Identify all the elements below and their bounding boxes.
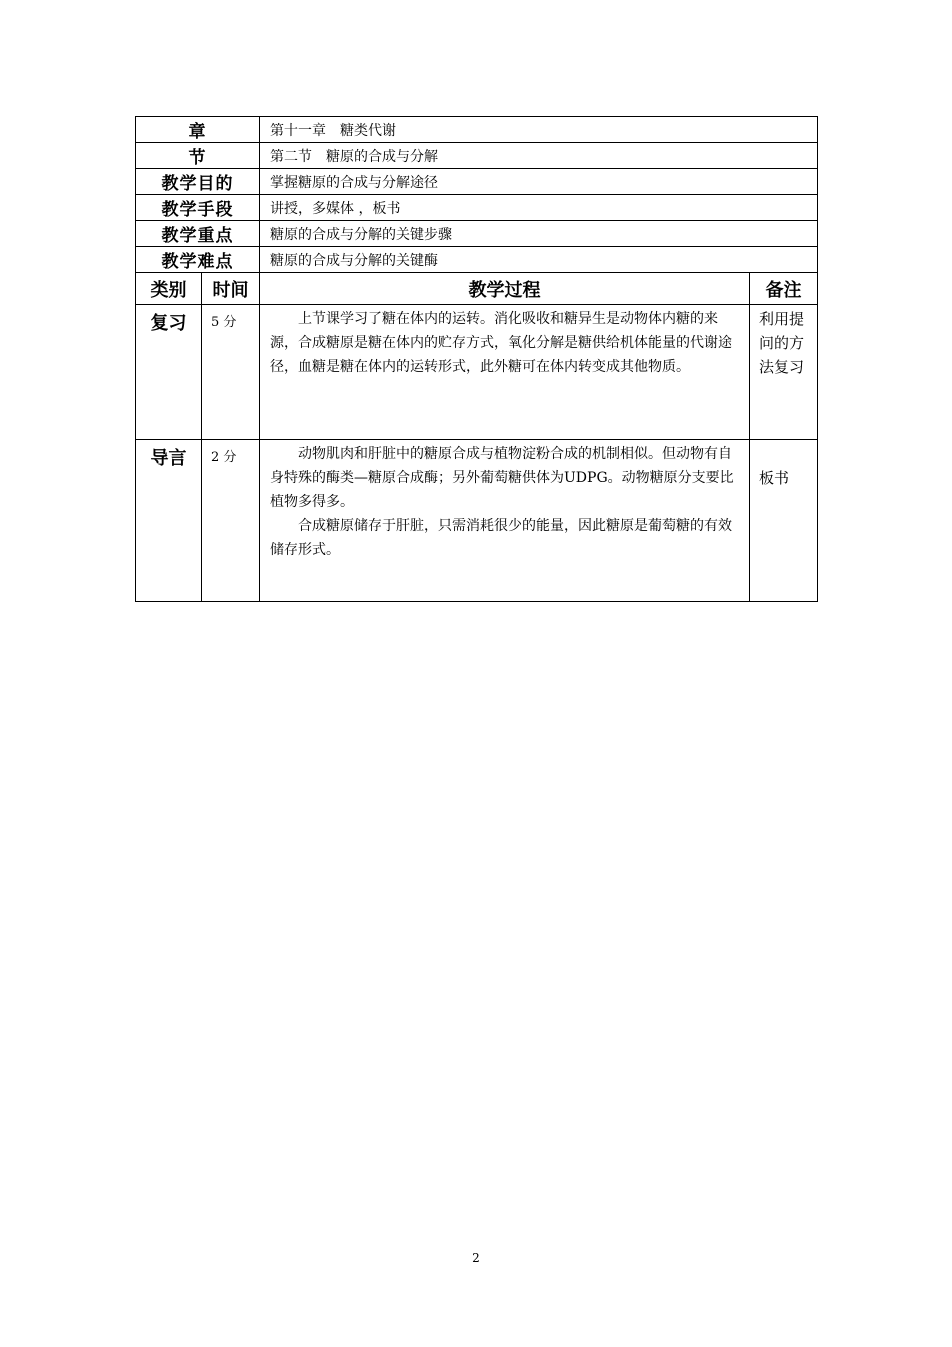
row-methods [136,195,818,221]
note-cell: 利用提问的方法复习 [750,305,818,440]
methods-value: 讲授，多媒体 ，板书 [260,195,818,221]
methods-label: 教学手段 [136,195,260,221]
column-header-row [136,273,818,305]
column-header-category: 类别 [136,273,202,305]
note-text: 板书 [759,469,790,487]
category-cell: 导言 [136,440,202,602]
key-points-label: 教学重点 [136,221,260,247]
time-cell: 2 分 [202,440,260,602]
category-cell: 复习 [136,305,202,440]
process-paragraph: 上节课学习了糖在体内的运转。消化吸收和糖异生是动物体内糖的来源，合成糖原是糖在体内的贮存方式，氧化分解是糖供给机体能量的代谢途径，血糖是糖在体内的运转形式，此外糖可在体内转变成其他物质。 [270,311,732,375]
difficulties-label: 教学难点 [136,247,260,273]
table-row [136,305,818,440]
table-row [136,440,818,602]
row-chapter [136,117,818,143]
section-label: 节 [136,143,260,169]
row-objective [136,169,818,195]
lesson-plan-table [135,116,818,602]
lesson-plan [135,116,817,602]
chapter-label: 章 [136,117,260,143]
page-number: 2 [472,1251,480,1265]
row-section [136,143,818,169]
time-cell: 5 分 [202,305,260,440]
chapter-value: 第十一章 糖类代谢 [260,117,818,143]
row-difficulties [136,247,818,273]
process-paragraph: 动物肌肉和肝脏中的糖原合成与植物淀粉合成的机制相似。但动物有自身特殊的酶类—糖原合成酶；另外葡萄糖供体为UDPG。动物糖原分支要比植物多得多。 [270,446,734,510]
column-header-process: 教学过程 [260,273,750,305]
objective-value: 掌握糖原的合成与分解途径 [260,169,818,195]
process-cell [260,305,750,440]
section-value: 第二节 糖原的合成与分解 [260,143,818,169]
objective-label: 教学目的 [136,169,260,195]
column-header-note: 备注 [750,273,818,305]
column-header-time: 时间 [202,273,260,305]
note-cell [750,440,818,602]
row-key-points [136,221,818,247]
process-paragraph: 合成糖原储存于肝脏，只需消耗很少的能量，因此糖原是葡萄糖的有效储存形式。 [270,518,732,558]
key-points-value: 糖原的合成与分解的关键步骤 [260,221,818,247]
process-cell [260,440,750,602]
difficulties-value: 糖原的合成与分解的关键酶 [260,247,818,273]
